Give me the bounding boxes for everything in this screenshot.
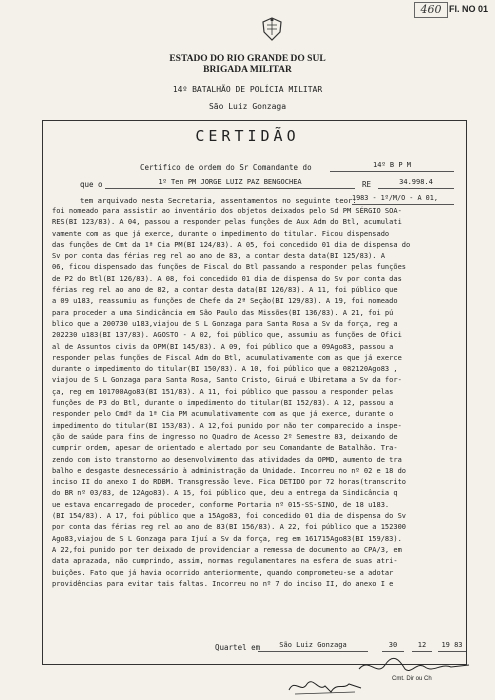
- commander-unit-field: 14º B P M: [330, 161, 454, 172]
- body-line: durante o impedimento do titular(BI 150/83). A 10, foi público que a 082120Ago83 ,: [52, 365, 398, 374]
- second-signature: [285, 672, 365, 698]
- body-line: viajou de S L Gonzaga para Santa Rosa, Santo Cristo, Giruá e Ubiretama a Sv da for-: [52, 376, 402, 385]
- intro-line-2-label: que o: [80, 180, 103, 189]
- signer-caption: Cmt. Dir ou Ch: [392, 676, 432, 682]
- body-line: providências para evitar tais faltas. Incorreu no nº 7 do inciso II, do anexo I e: [52, 579, 394, 588]
- officer-name-field: 1º Ten PM JORGE LUIZ PAZ BENGOCHEA: [105, 178, 355, 189]
- body-line: responder pelo Cmdº da 1ª Cia PM acumulativamente com as que já exerce, durante o: [52, 410, 394, 419]
- body-line: foi nomeado para assistir ao inventário dos objetos deixados pelo Sd PM SÉRGIO SOA-: [52, 207, 402, 215]
- body-line: balho e desgaste desnecessário à administração da Unidade. Incorreu no nº 02 e 18 do: [52, 466, 407, 475]
- body-line: Ago83,viajou de S L Gonzaga para Ijuí a Sv da força, reg em 161715Ago83(BI 159/83).: [52, 534, 402, 543]
- intro-line-3-label: tem arquivado nesta Secretaria, assentamentos no seguinte teor:: [80, 196, 357, 205]
- body-line: A 22,foi punido por ter deixado de providenciar a remessa de documento ao CPA/3, em: [52, 545, 402, 554]
- body-line: de P2 do Btl(BI 126/83). A 08, foi concedido 01 dia de dispensa do Sv por conta das: [52, 274, 402, 283]
- body-line: a 09 u183, reassumiu as funções de Chefe da 2ª Seção(BI 129/83). A 19, foi nomeado: [52, 297, 398, 306]
- body-line: blico que a 200730 u183,viajou de S L Gonzaga para Santa Rosa a Sv da força, reg a: [52, 319, 398, 328]
- body-line: ça, reg em 101700Ago83(BI 151/83). A 11, foi público que passou a responder pelas: [52, 387, 394, 396]
- body-line: ue estava encarregado de proceder, conforme Portaria nº 015-SS-SINO, de 18 u183.: [52, 500, 390, 509]
- document-title: CERTIDÃO: [195, 127, 300, 145]
- body-line: inciso II do anexo I do RDBM. Transgressão leve. Fica DETIDO por 72 horas(transcrito: [52, 478, 407, 487]
- body-line: Sv por conta das férias reg rel ao ano de 83, a contar desta data(BI 125/83). A: [52, 252, 385, 261]
- body-line: 202230 u183(BI 137/83). AGOSTO - A 02, foi público que, assumiu as funções de Ofici: [52, 331, 402, 340]
- day-field: 30: [382, 641, 404, 652]
- header-battalion: 14º BATALHÃO DE POLÍCIA MILITAR: [172, 85, 323, 94]
- body-line: impedimento do titular(BI 153/83). A 12,foi punido por não ter comparecido a inspe-: [52, 421, 402, 430]
- body-line: ção de saúde para fins de ingresso no Quadro de Acesso 2º Semestre 83, deixando de: [52, 432, 398, 441]
- intro-line-1-label: Certifico de ordem do Sr Comandante do: [140, 163, 312, 172]
- body-line: vamente com as que já exerce, durante o impedimento do titular. Ficou dispensado: [52, 229, 390, 238]
- body-line: RES(BI 123/83). A 04, passou a responder pelas funções de Aux Adm do Btl, acumulati: [52, 218, 402, 227]
- body-line: por conta das férias reg rel ao ano de 83(BI 156/83). A 22, foi público que a 152300: [52, 523, 407, 532]
- header-organization: BRIGADA MILITAR: [203, 65, 292, 75]
- body-line: funções de P3 do Btl, durante o impedimento do titular(BI 152/83). A 12, passou a: [52, 399, 394, 408]
- body-line: zendo com isto transtorno ao desenvolvimento das atividades da OPMD, aumento de tra: [52, 455, 402, 464]
- body-line: data aprazada, não cumprindo, assim, normas regulamentares na esfera de suas atri-: [52, 557, 398, 566]
- body-line: do BR nº 03/83, de 12Ago83). A 15, foi público que, deu a entrega da Sindicância q: [52, 489, 398, 498]
- folio-number: Fl. NO 01: [449, 4, 489, 14]
- body-line: 06, ficou dispensado das funções de Fiscal do Btl passando a responder pelas funções: [52, 263, 407, 272]
- body-line: cumprir ordem, apesar de orientado e alertado por seu Comandante de Batalhão. Tra-: [52, 444, 398, 453]
- re-label: RE: [362, 180, 372, 189]
- body-line: al de Assuntos civis da OPM(BI 145/83). A 09, foi público que a 09Ago83, passou a: [52, 342, 394, 351]
- month-field: 12: [412, 641, 432, 652]
- place-label: Quartel em: [215, 643, 261, 652]
- body-line: (BI 154/83). A 17, foi público que a 15Ago83, foi concedido 01 dia de dispensa do Sv: [52, 512, 407, 521]
- place-field: São Luiz Gonzaga: [258, 641, 368, 652]
- body-line: responder pelas funções de Fiscal Adm do Btl, acumulativamente com as que já exerce: [52, 353, 402, 362]
- body-line: para proceder a uma Sindicância em São Paulo das Missões(BI 136/83). A 21, foi pú: [52, 308, 394, 317]
- certificate-body: [52, 206, 456, 590]
- record-start-field: 1983 - 1º/M/O - A 01,: [352, 194, 454, 205]
- body-line: das funções de Cmt da 1ª Cia PM(BI 124/83). A 05, foi concedido 01 dia de dispensa do: [52, 240, 411, 249]
- page-stamp-number: 460: [414, 2, 448, 18]
- re-number-field: 34.998.4: [378, 178, 454, 189]
- state-coat-of-arms-icon: [259, 16, 285, 42]
- body-line: férias reg rel ao ano de 82, a contar desta data(BI 126/83). A 11, foi público que: [52, 286, 398, 295]
- year-field: 19 83: [438, 641, 466, 652]
- header-city: São Luiz Gonzaga: [208, 102, 287, 111]
- header-state: ESTADO DO RIO GRANDE DO SUL: [169, 54, 326, 64]
- body-line: buições. Fato que já havia ocorrido anteriormente, quando comprometeu-se a adotar: [52, 568, 394, 577]
